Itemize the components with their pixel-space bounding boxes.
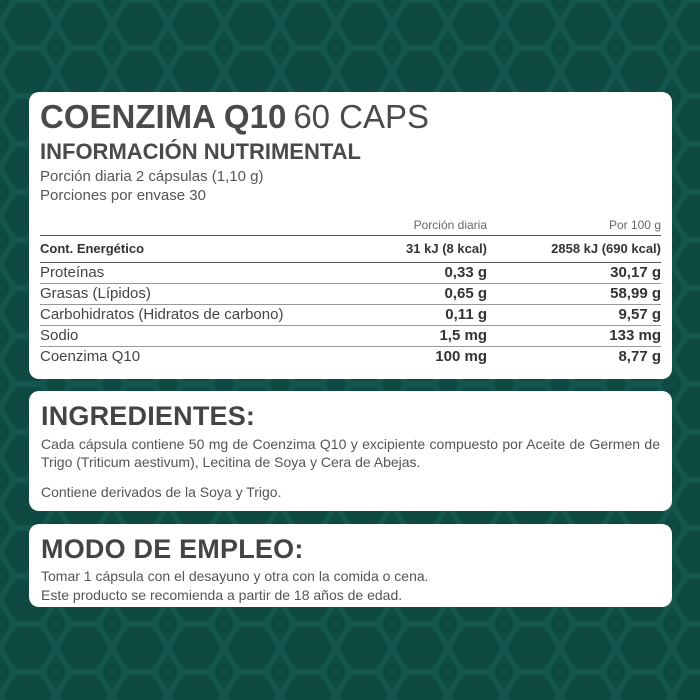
product-title: [40, 98, 661, 136]
nutrient-per100: 133 mg: [491, 326, 661, 347]
nutrition-table: [40, 215, 661, 367]
nutrient-label: Coenzima Q10: [40, 348, 141, 365]
table-row: [40, 347, 661, 368]
serving-size: Porción diaria 2 cápsulas (1,10 g): [40, 168, 264, 185]
nutrient-per100: 9,57 g: [491, 305, 661, 326]
header-daily: Porción diaria: [413, 218, 487, 232]
energy-daily: 31 kJ (8 kcal): [317, 236, 491, 263]
nutrition-table-header: [40, 215, 661, 236]
usage-card: [29, 524, 672, 607]
energy-row: [40, 236, 661, 263]
nutrition-title: INFORMACIÓN NUTRIMENTAL: [40, 139, 361, 164]
energy-per100: 2858 kJ (690 kcal): [491, 236, 661, 263]
header-per100: Por 100 g: [608, 218, 661, 232]
usage-line-1: Tomar 1 cápsula con el desayuno y otra con la comida o cena.: [41, 568, 429, 584]
allergens-text: Contiene derivados de la Soya y Trigo.: [41, 484, 282, 500]
table-row: [40, 305, 661, 326]
table-row: [40, 263, 661, 284]
ingredients-card: [29, 391, 672, 511]
nutrient-per100: 58,99 g: [491, 284, 661, 305]
nutrient-label: Sodio: [40, 326, 317, 347]
nutrient-per100: 30,17 g: [491, 263, 661, 284]
nutrition-card: [29, 92, 672, 379]
usage-title: MODO DE EMPLEO:: [41, 534, 304, 564]
nutrient-daily: 0,11 g: [317, 305, 491, 326]
nutrient-label: Grasas (Lípidos): [40, 284, 317, 305]
nutrient-daily: 1,5 mg: [317, 326, 491, 347]
table-row: [40, 284, 661, 305]
ingredients-text: Cada cápsula contiene 50 mg de Coenzima Q10 y excipiente compuesto por Aceite de Germen de Trigo (Triticum aestivum), Lecitina de Soya y Cera de Abejas.: [41, 436, 660, 470]
ingredients-title: INGREDIENTES:: [41, 401, 256, 431]
nutrient-daily: 0,33 g: [317, 263, 491, 284]
usage-line-2: Este producto se recomienda a partir de 18 años de edad.: [41, 587, 403, 603]
energy-label: Cont. Energético: [40, 236, 317, 263]
nutrient-label: Proteínas: [40, 263, 317, 284]
nutrient-daily: 100 mg: [435, 348, 487, 365]
servings-per-container: Porciones por envase 30: [40, 187, 206, 204]
nutrient-daily: 0,65 g: [317, 284, 491, 305]
nutrient-label: Carbohidratos (Hidratos de carbono): [40, 305, 317, 326]
nutrient-per100: 8,77 g: [618, 348, 661, 365]
table-row: [40, 326, 661, 347]
product-name: COENZIMA Q10: [40, 98, 287, 135]
header-blank: [40, 215, 317, 236]
product-size: 60 CAPS: [293, 98, 430, 135]
